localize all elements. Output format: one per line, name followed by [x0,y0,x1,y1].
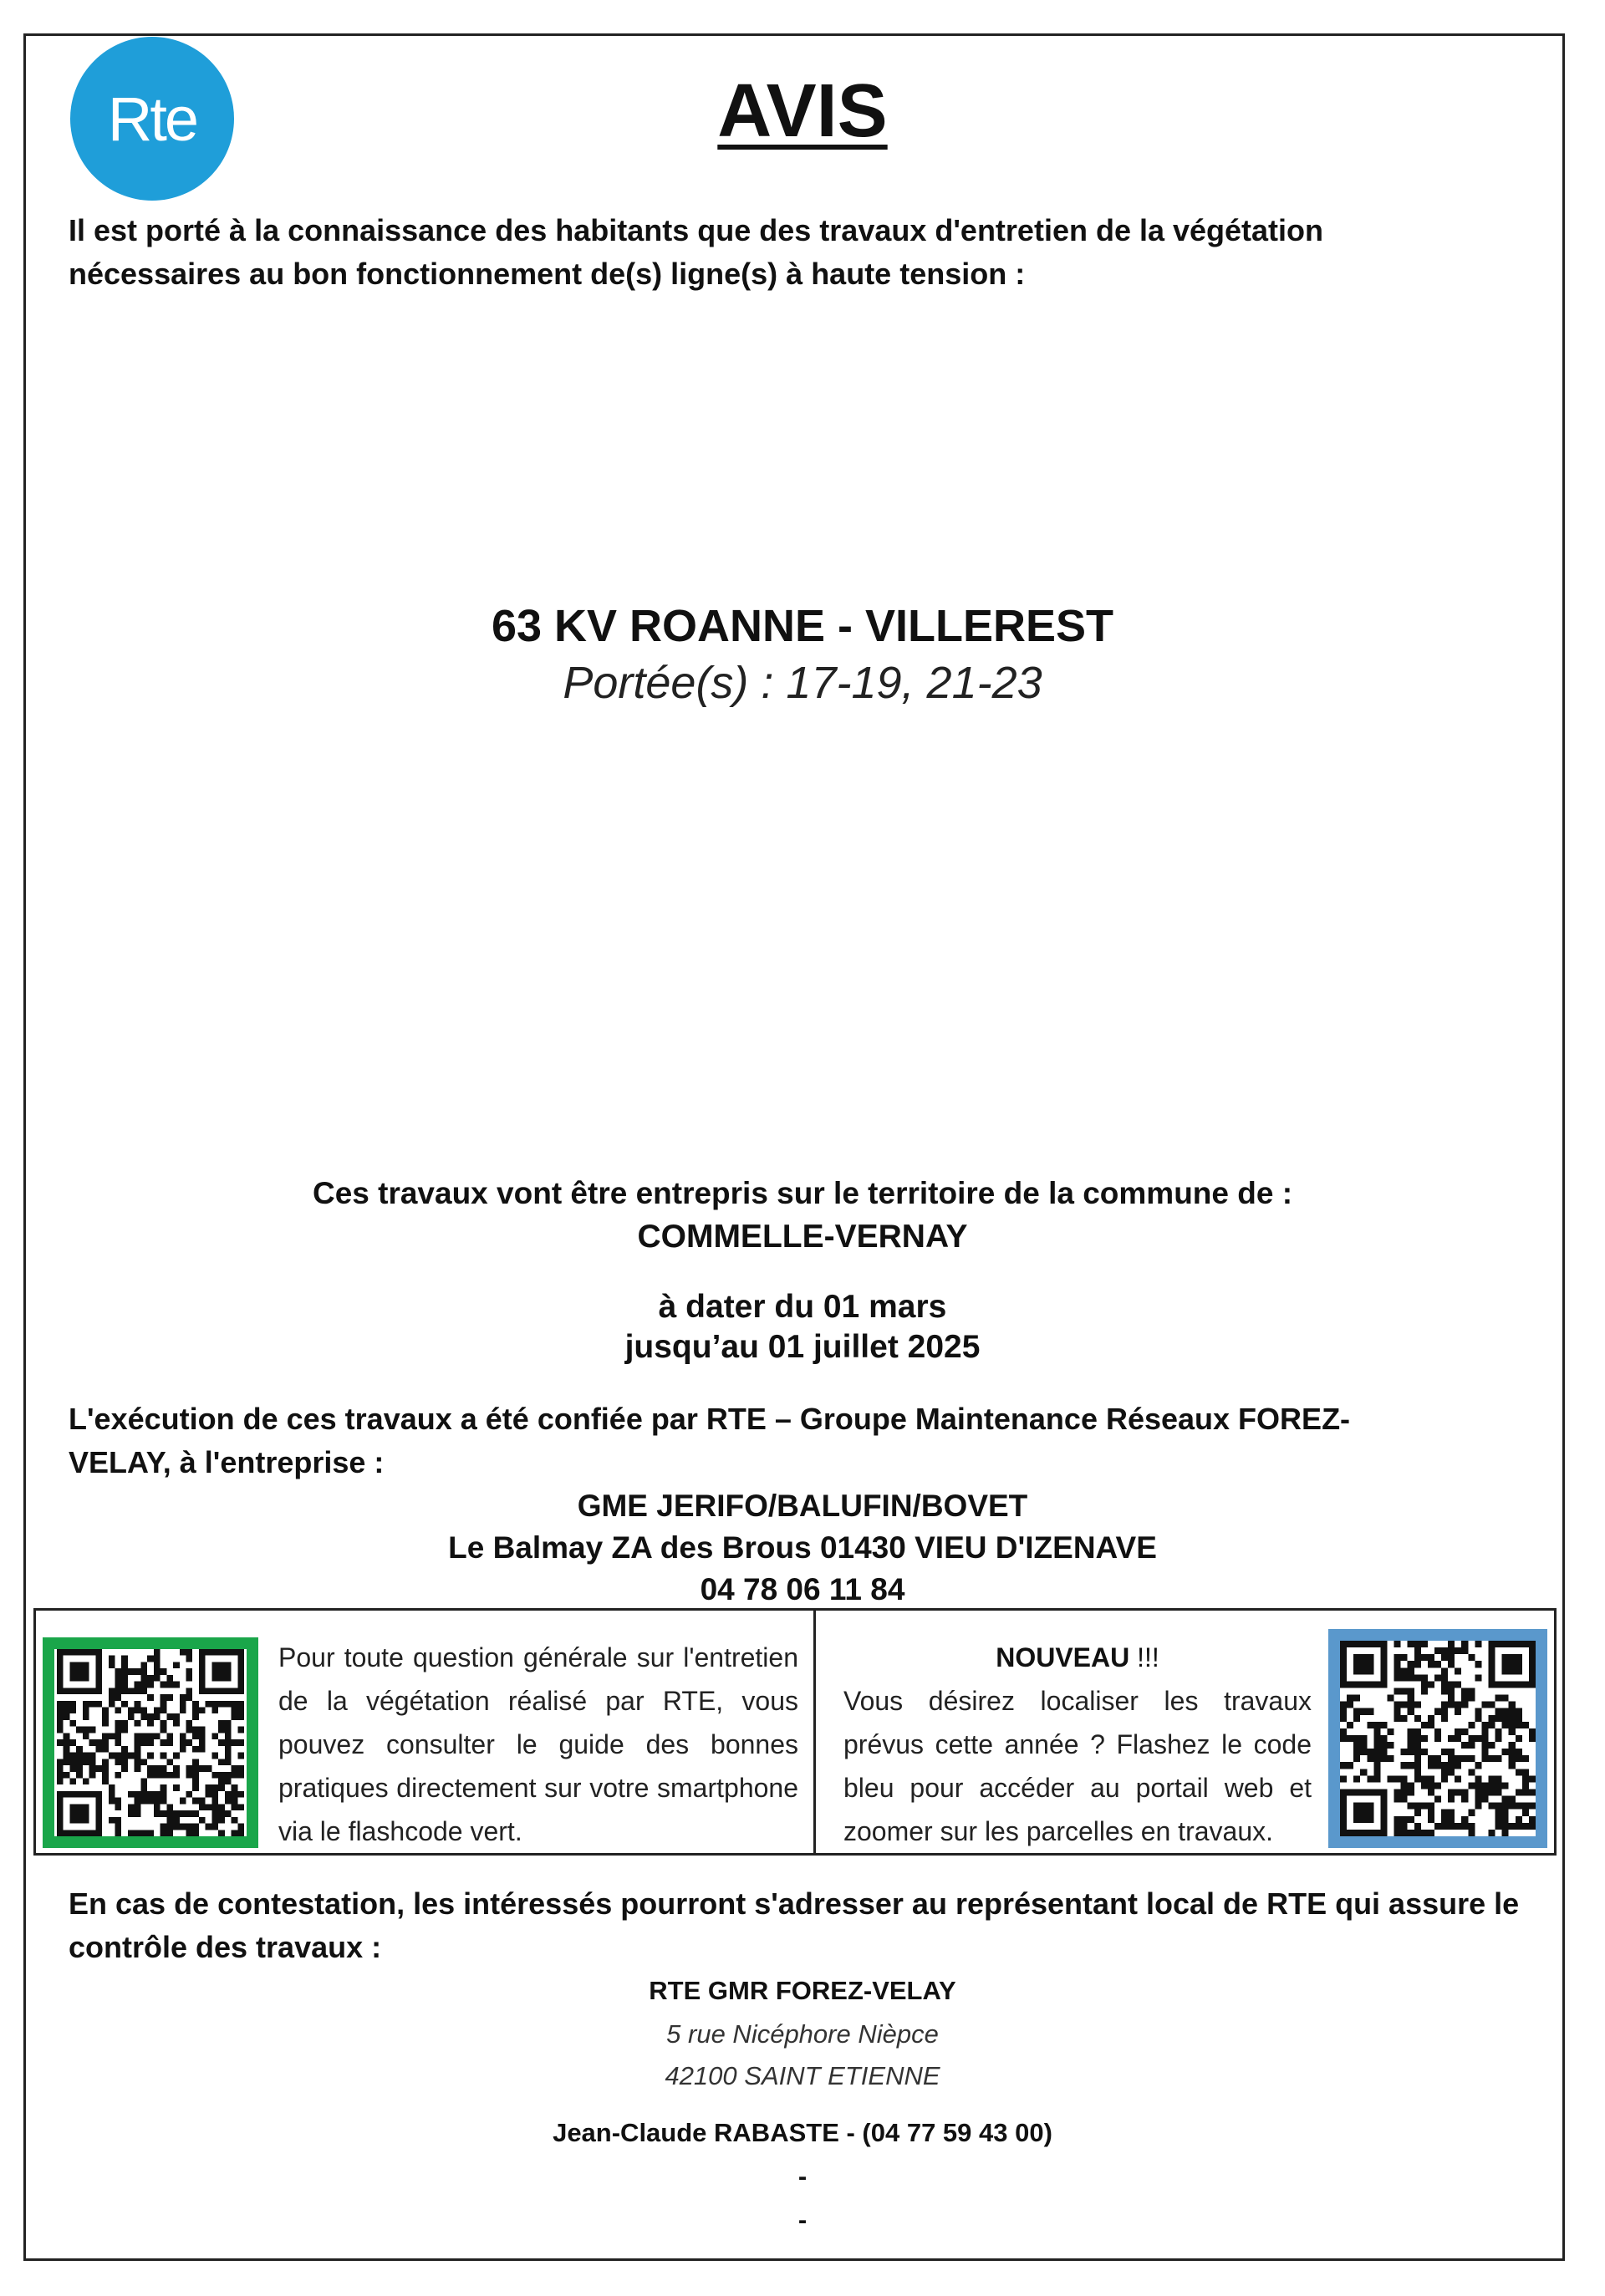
contest-dash-2: - [797,2205,808,2234]
contest-street: 5 rue Nicéphore Nièpce [666,2019,939,2049]
date-start: à dater du 01 mars [658,1289,947,1325]
new-heading-exclaim: !!! [1137,1642,1159,1672]
power-line-name: 63 KV ROANNE - VILLEREST [491,601,1114,651]
qr-code-icon [54,1649,247,1836]
contractor-address: Le Balmay ZA des Brous 01430 VIEU D'IZENAVE [448,1530,1157,1565]
commune-name: COMMELLE-VERNAY [637,1219,968,1255]
notice-title: AVIS [717,69,888,153]
contest-line-1: En cas de contestation, les intéressés pourront s'adresser au représentant local de RTE qui assure le [69,1886,1520,1921]
info-divider [813,1611,816,1853]
contest-contact: Jean-Claude RABASTE - (04 77 59 43 00) [553,2118,1052,2147]
contest-paragraph [69,1882,1523,1969]
contractor-paragraph [69,1397,1523,1484]
contractor-line-2: VELAY, à l'entreprise : [69,1445,385,1479]
intro-line-1: Il est porté à la connaissance des habitants que des travaux d'entretien de la végétation [69,213,1324,247]
rte-logo: Rte [70,37,234,201]
portal-text: Vous désirez localiser les travaux prévus cette année ? Flashez le code bleu pour accéder au portail web et zoomer sur les parcelles en travaux. [843,1686,1312,1846]
contest-dash-1: - [797,2161,808,2191]
intro-paragraph [69,209,1523,296]
power-line-spans: Portée(s) : 17-19, 21-23 [563,658,1042,708]
info-box [33,1608,1557,1856]
qr-code-icon [1340,1641,1536,1836]
blue-qr-code[interactable] [1328,1629,1547,1848]
contest-org: RTE GMR FOREZ-VELAY [649,1976,956,2005]
date-end: jusqu’au 01 juillet 2025 [624,1329,981,1365]
contest-line-2: contrôle des travaux : [69,1930,382,1964]
contractor-name: GME JERIFO/BALUFIN/BOVET [577,1489,1028,1523]
intro-line-2: nécessaires au bon fonctionnement de(s) ligne(s) à haute tension : [69,257,1026,291]
contractor-phone: 04 78 06 11 84 [700,1572,905,1606]
new-heading [843,1636,1312,1679]
commune-intro: Ces travaux vont être entrepris sur le territoire de la commune de : [312,1176,1293,1210]
contractor-line-1: L'exécution de ces travaux a été confiée par RTE – Groupe Maintenance Réseaux FOREZ- [69,1402,1351,1436]
contest-city: 42100 SAINT ETIENNE [665,2061,940,2090]
guide-text: Pour toute question générale sur l'entretien de la végétation réalisé par RTE, vous pouvez consulter le guide des bonnes pratiques directement sur votre smartphone via le flashcode vert. [278,1642,798,1846]
green-qr-code[interactable] [43,1637,258,1848]
new-heading-title: NOUVEAU [996,1642,1130,1672]
